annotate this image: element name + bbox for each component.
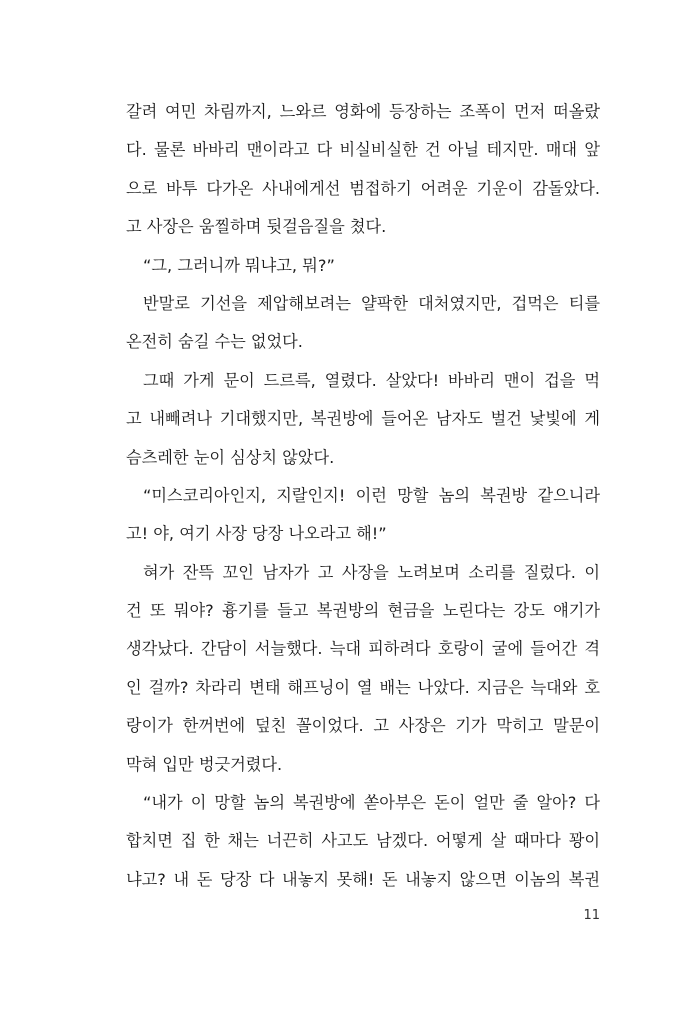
text-line: 온전히 숨길 수는 없었다.	[126, 332, 303, 352]
text-line: 으로 바투 다가온 사내에게선 범접하기 어려운 기운이 감돌았다.	[126, 178, 600, 198]
text-line: 고 내빼려나 기대했지만, 복권방에 들어온 남자도 벌건 낯빛에 게	[126, 409, 600, 429]
text-line: 그때 가게 문이 드르륵, 열렸다. 살았다! 바바리 맨이 겁을 먹	[143, 370, 600, 390]
dialogue-line: “미스코리아인지, 지랄인지! 이런 망할 놈의 복권방 같으니라	[143, 485, 600, 505]
text-line: 랑이가 한꺼번에 덮친 꼴이었다. 고 사장은 기가 막히고 말문이	[126, 716, 600, 736]
text-line: 혀가 잔뜩 꼬인 남자가 고 사장을 노려보며 소리를 질렀다. 이	[143, 562, 600, 582]
text-line: 생각났다. 간담이 서늘했다. 늑대 피하려다 호랑이 굴에 들어간 격	[126, 639, 600, 659]
page-number: 11	[583, 908, 600, 923]
dialogue-line: 합치면 집 한 채는 너끈히 사고도 남겠다. 어떻게 살 때마다 꽝이	[126, 831, 600, 851]
text-line: 고 사장은 움찔하며 뒷걸음질을 쳤다.	[126, 217, 387, 237]
text-line: 다. 물론 바바리 맨이라고 다 비실비실한 건 아닐 테지만. 매대 앞	[126, 140, 600, 160]
text-line: 반말로 기선을 제압해보려는 얄팍한 대처였지만, 겁먹은 티를	[143, 293, 600, 313]
text-line: 슴츠레한 눈이 심상치 않았다.	[126, 447, 335, 467]
dialogue-line: “내가 이 망할 놈의 복권방에 쏟아부은 돈이 얼만 줄 알아? 다	[143, 793, 600, 813]
text-line: 인 걸까? 차라리 변태 해프닝이 열 배는 나았다. 지금은 늑대와 호	[126, 677, 600, 697]
dialogue-line: “그, 그러니까 뭐냐고, 뭐?”	[143, 255, 335, 275]
text-line: 건 또 뭐야? 흉기를 들고 복권방의 현금을 노린다는 강도 얘기가	[126, 601, 600, 621]
body-text	[126, 93, 600, 899]
dialogue-line: 고! 야, 여기 사장 당장 나오라고 해!”	[126, 524, 387, 544]
dialogue-line: 냐고? 내 돈 당장 다 내놓지 못해! 돈 내놓지 않으면 이놈의 복권	[126, 869, 600, 889]
text-line: 막혀 입만 벙긋거렸다.	[126, 754, 283, 774]
text-line: 갈려 여민 차림까지, 느와르 영화에 등장하는 조폭이 먼저 떠올랐	[126, 102, 600, 121]
